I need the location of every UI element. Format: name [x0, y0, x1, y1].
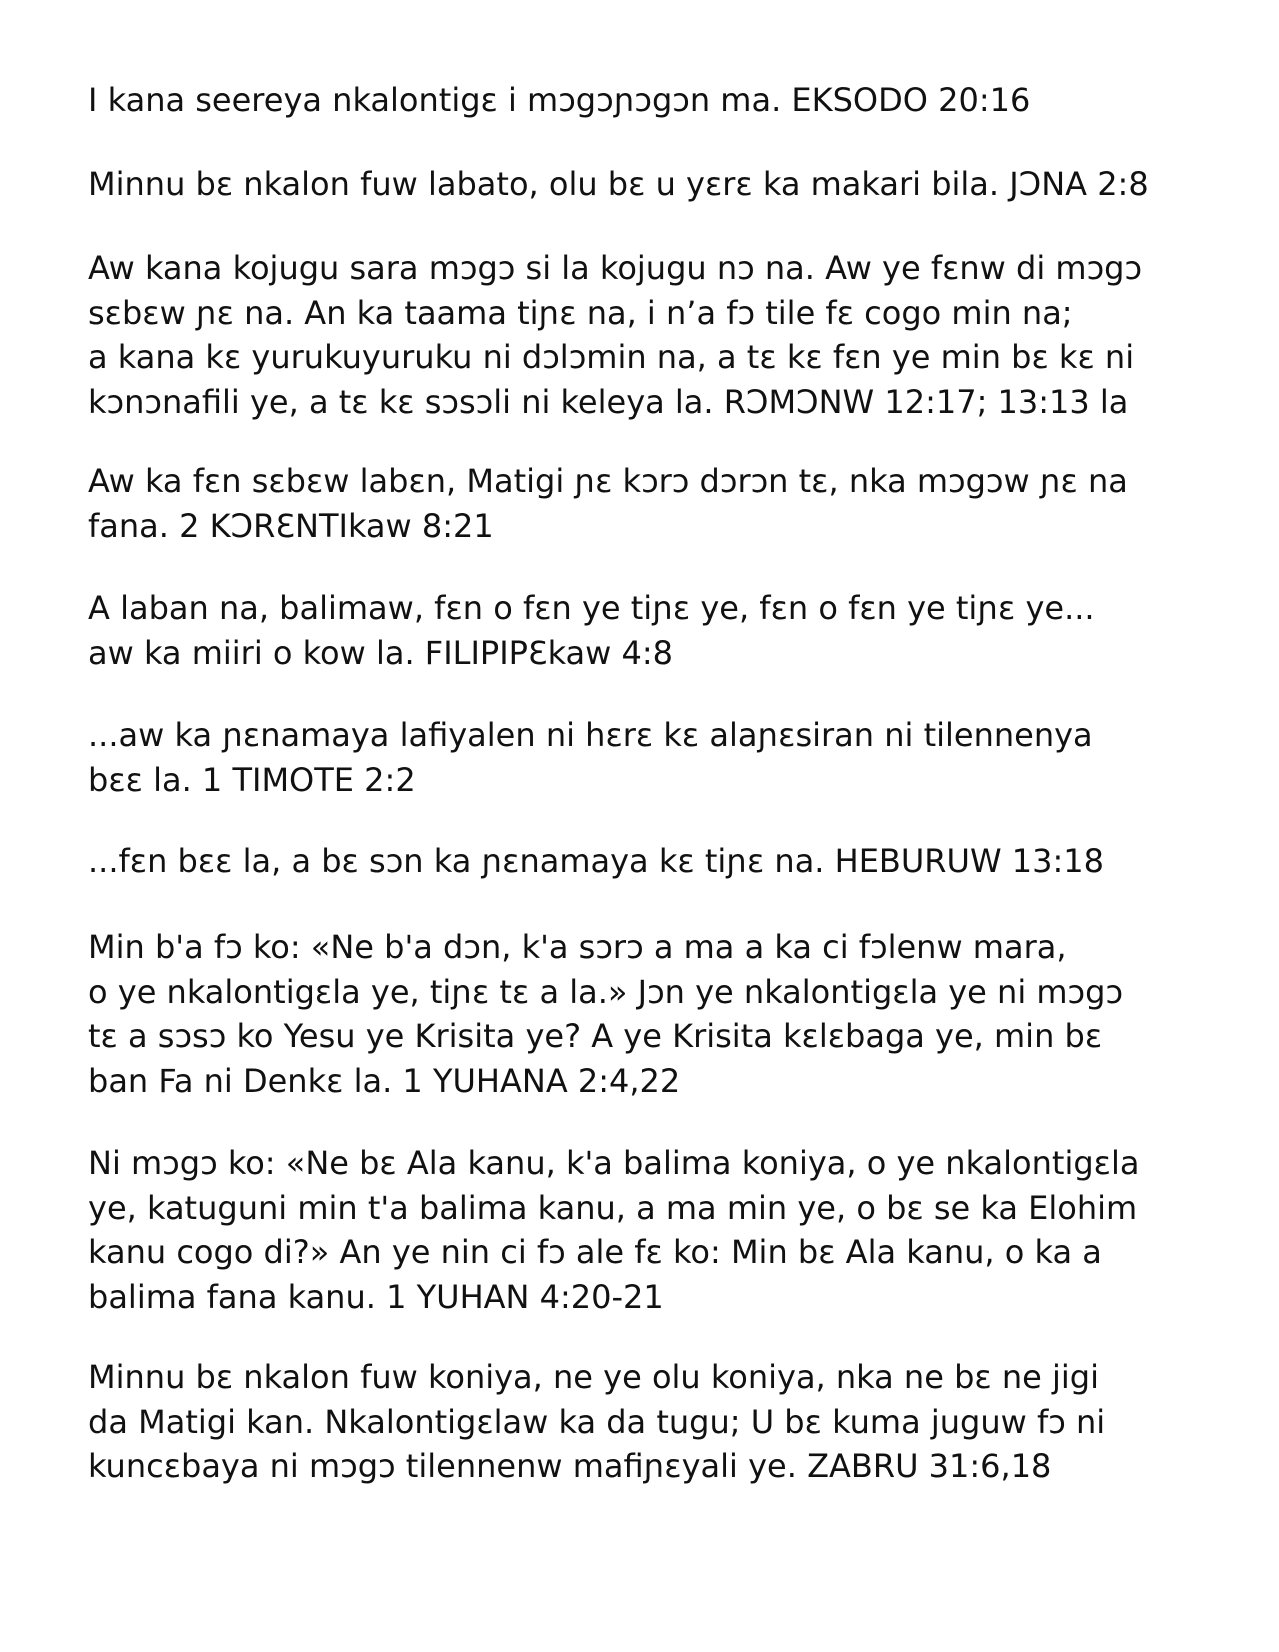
- passage-1-john-2: Min b'a fɔ ko: «Ne b'a dɔn, k'a sɔrɔ a ma a ka ci fɔlenw mara, o ye nkalontigɛla ye, tiɲɛ tɛ a la.» Jɔn ye nkalontigɛla ye ni mɔgɔ tɛ a sɔsɔ ko Yesu ye Krisita ye? A ye Krisita kɛlɛbaga ye, min bɛ ban Fa ni Denkɛ la. 1 YUHANA 2:4,22: [88, 928, 1124, 1100]
- passage-2-corinthians: Aw ka fɛn sɛbɛw labɛn, Matigi ɲɛ kɔrɔ dɔrɔn tɛ, nka mɔgɔw ɲɛ na fana. 2 KƆRƐNTIkaw 8:21: [88, 462, 1128, 545]
- passage-1-john-4: Ni mɔgɔ ko: «Ne bɛ Ala kanu, k'a balima koniya, o ye nkalontigɛla ye, katuguni min t'a balima kanu, a ma min ye, o bɛ se ka Elohim kanu cogo di?» An ye nin ci fɔ ale fɛ ko: Min bɛ Ala kanu, o ka a balima fana kanu. 1 YUHAN 4:20-21: [88, 1144, 1140, 1316]
- passage-hebrews: ...fɛn bɛɛ la, a bɛ sɔn ka ɲɛnamaya kɛ tiɲɛ na. HEBURUW 13:18: [88, 842, 1104, 880]
- passage-jonah: Minnu bɛ nkalon fuw labato, olu bɛ u yɛrɛ ka makari bila. JƆNA 2:8: [88, 165, 1149, 203]
- passage-romans: Aw kana kojugu sara mɔgɔ si la kojugu nɔ na. Aw ye fɛnw di mɔgɔ sɛbɛw ɲɛ na. An ka taama tiɲɛ na, i n’a fɔ tile fɛ cogo min na; a kana kɛ yurukuyuruku ni dɔlɔmin na, a tɛ kɛ fɛn ye min bɛ kɛ ni kɔnɔnafili ye, a tɛ kɛ sɔsɔli ni keleya la. RƆMƆNW 12:17; 13:13 la: [88, 249, 1143, 421]
- passage-philippians: A laban na, balimaw, fɛn o fɛn ye tiɲɛ ye, fɛn o fɛn ye tiɲɛ ye... aw ka miiri o kow la. FILIPIPƐkaw 4:8: [88, 589, 1095, 672]
- passage-exodus: I kana seereya nkalontigɛ i mɔgɔɲɔgɔn ma. EKSODO 20:16: [88, 81, 1031, 119]
- passage-psalms: Minnu bɛ nkalon fuw koniya, ne ye olu koniya, nka ne bɛ ne jigi da Matigi kan. Nkalontigɛlaw ka da tugu; U bɛ kuma juguw fɔ ni kuncɛbaya ni mɔgɔ tilennenw mafiɲɛyali ye. ZABRU 31:6,18: [88, 1358, 1106, 1485]
- passage-1-timothy: ...aw ka ɲɛnamaya lafiyalen ni hɛrɛ kɛ alaɲɛsiran ni tilennenya bɛɛ la. 1 TIMOTE 2:2: [88, 716, 1093, 799]
